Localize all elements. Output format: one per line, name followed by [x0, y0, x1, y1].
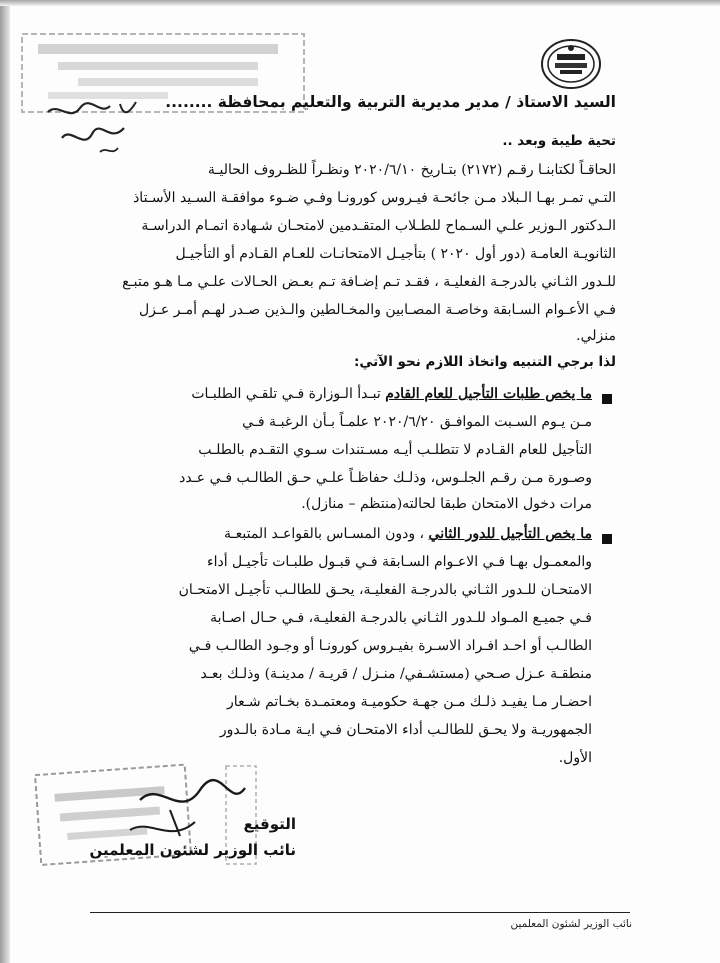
body-line: الثانويـة العامـة (دور أول ٢٠٢٠ ) بتأجيـل الامتحانـات للعـام القـادم أو التأجيـل	[175, 246, 616, 262]
addressee-line: السيد الاستاذ / مدير مديرية التربية والتعليم بمحافظة ........	[165, 93, 616, 111]
bullet-1-heading: ما يخص طلبات التأجيل للعام القادم	[385, 386, 592, 402]
bullet-2-line: منطقـة عـزل صـحي (مستشـفي/ منـزل / قريـة / مدينـة) وذلـك بعـد	[200, 666, 592, 682]
bullet-marker	[602, 534, 612, 544]
bullet-1-line: مـن يـوم السـبت الموافـق ٢٠٢٠/٦/٢٠ علمـاً بـأن الرغبـة فـي	[242, 414, 592, 430]
body-line: الـدكتور الـوزير علـي السـماح للطـلاب المتقـدمين لامتحـان شـهادة اتمـام الدراسـة	[141, 218, 616, 234]
greeting-line: تحية طيبة وبعد ..	[502, 133, 616, 149]
body-line: الحاقـاً لكتابنـا رقـم (٢١٧٢) بتـاريخ ٢٠٢٠/٦/١٠ ونظـراً للظـروف الحاليـة	[207, 162, 616, 178]
bullet-2-line: الامتحـان للـدور الثـاني بالدرجـة الفعليـة، يحـق للطالـب تأجيـل الامتحـان	[178, 582, 592, 598]
body-line: للـدور الثـاني بالدرجـة الفعليـة ، فقـد تـم إضـافة تـم بعـض الحـالات علـي مـا هـو متبـع	[122, 274, 616, 290]
bullet-2-line: الطالـب أو احـد افـراد الاسـرة بفيـروس كورونـا أو وجـود الطالـب فـي	[188, 638, 592, 654]
bullet-2-line: الجمهوريـة ولا يحـق للطالـب أداء الامتحـان فـي ايـة مـادة بالـدور	[219, 722, 592, 738]
instruction-intro: لذا برجي التنبيه واتخاذ اللازم نحو الآتي:	[354, 354, 616, 370]
bullet-1-first-line	[112, 386, 592, 402]
bullet-1-line: التأجيل للعام القـادم لا تتطلـب أيـه مسـتندات سـوي التقـدم بالطلـب	[198, 442, 592, 458]
bullet-1-line: مرات دخول الامتحان طبقا لحالته(منتظم – منازل).	[301, 496, 592, 512]
bullet-2-heading: ما يخص التأجيل للدور الثاني	[428, 526, 592, 542]
ministry-emblem-icon	[540, 38, 602, 90]
bullet-2-line: والمعمـول بهـا فـي الاعـوام السـابقة فـي قبـول طلبـات تأجيـل أداء	[207, 554, 592, 570]
footer-divider	[90, 912, 630, 913]
signature-label: التوقيع	[243, 815, 296, 833]
scan-shadow-left	[0, 0, 10, 963]
bullet-1-lead: تبـدأ الـوزارة فـي تلقـي الطلبـات	[191, 386, 381, 402]
body-line: التـي تمـر بهـا الـبلاد مـن جائحـة فيـروس كورونـا وفـي ضـوء موافقـة السـيد الأسـتاذ	[133, 190, 616, 206]
bullet-2-lead: ، ودون المسـاس بالقواعـد المتبعـة	[224, 526, 425, 542]
body-line: فـي الأعـوام السـابقة وخاصـة المصـابين والمخـالطين والـذين صـدر لهـم أمـر عـزل	[138, 302, 616, 318]
footer-text: نائب الوزير لشئون المعلمين	[510, 918, 632, 930]
handwritten-note-icon	[40, 98, 150, 160]
bullet-2-line: احضـار مـا يفيـد ذلـك مـن جهـة حكوميـة ومعتمـدة بخـاتم شـعار	[227, 694, 592, 710]
body-line: منزلي.	[576, 328, 616, 344]
bullet-2-line: الأول.	[558, 750, 592, 766]
bullet-marker	[602, 394, 612, 404]
bullet-1-line: وصـورة مـن رقـم الجلـوس، وذلـك حفاظـاً علـي حـق الطالـب فـي عـدد	[179, 470, 592, 486]
scan-shadow-top	[0, 0, 720, 6]
bullet-2-line: فـي جميـع المـواد للـدور الثـاني بالدرجـة الفعليـة، فـي حـال اصـابة	[210, 610, 592, 626]
bullet-2-first-line	[112, 526, 592, 542]
signature-title: نائب الوزير لشئون المعلمين	[89, 841, 296, 859]
